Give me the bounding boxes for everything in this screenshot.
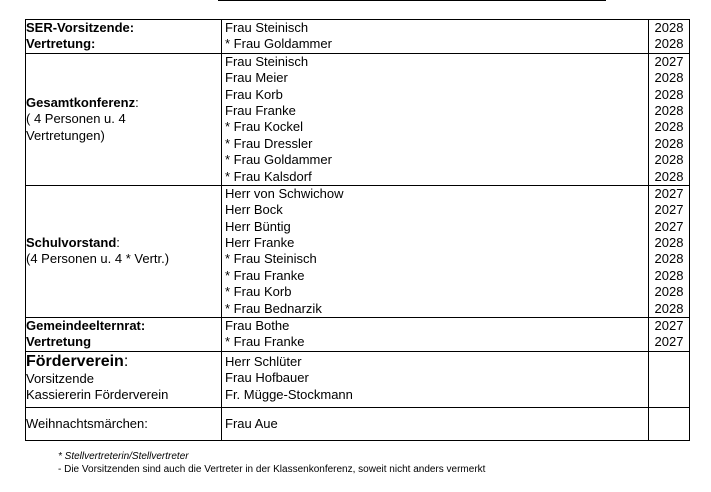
term-year: 2028 bbox=[654, 36, 684, 52]
members-cell bbox=[222, 351, 649, 407]
term-year: 2028 bbox=[654, 20, 684, 35]
member-name: * Frau Franke bbox=[225, 267, 305, 283]
label-line: Vertretung: bbox=[26, 36, 96, 52]
member-name: * Frau Goldammer bbox=[225, 152, 332, 168]
committee-table bbox=[25, 19, 690, 441]
member-name: * Frau Bednarzik bbox=[225, 300, 322, 316]
term-year: 2028 bbox=[654, 251, 684, 267]
table-row-schulvorstand bbox=[26, 185, 690, 317]
members-cell bbox=[222, 53, 649, 185]
member-name: Herr von Schwichow bbox=[225, 185, 344, 201]
term-year: 2027 bbox=[654, 334, 684, 350]
committee-label-cell bbox=[26, 351, 222, 407]
member-name: Fr. Mügge-Stockmann bbox=[225, 386, 353, 402]
member-name: Frau Meier bbox=[225, 70, 288, 86]
table-row-gesamtkonferenz bbox=[26, 53, 690, 185]
member-name: * Frau Dressler bbox=[225, 135, 313, 151]
member-name: Frau Steinisch bbox=[225, 20, 309, 35]
footnotes bbox=[58, 451, 485, 476]
term-year: 2028 bbox=[654, 267, 684, 283]
member-name: * Frau Goldammer bbox=[225, 36, 332, 52]
table-row-weihnachtsmaerchen bbox=[26, 407, 690, 440]
member-name: * Frau Steinisch bbox=[225, 251, 317, 267]
member-name: Herr Schlüter bbox=[225, 353, 302, 369]
member-name: Frau Bothe bbox=[225, 318, 290, 334]
label-line: ( 4 Personen u. 4 bbox=[26, 111, 126, 127]
committee-label-cell bbox=[26, 185, 222, 317]
footnote-deputy: * Stellvertreterin/Stellvertreter bbox=[58, 451, 189, 462]
term-year: 2027 bbox=[654, 185, 684, 201]
member-name: Frau Steinisch bbox=[225, 53, 309, 69]
term-year: 2028 bbox=[654, 86, 684, 102]
term-year: 2028 bbox=[654, 300, 684, 316]
years-cell bbox=[649, 351, 690, 407]
table-row-foerderverein bbox=[26, 351, 690, 407]
label-colon: : bbox=[135, 94, 139, 110]
committee-title: Schulvorstand bbox=[26, 235, 117, 251]
years-cell bbox=[649, 318, 690, 352]
committee-title: Förderverein bbox=[26, 352, 124, 370]
term-year: 2027 bbox=[654, 318, 684, 334]
years-cell bbox=[649, 407, 690, 440]
members-cell bbox=[222, 185, 649, 317]
term-year: 2028 bbox=[654, 152, 684, 168]
label-colon: : bbox=[123, 352, 129, 370]
member-name: Herr Franke bbox=[225, 235, 295, 251]
member-name: Herr Büntig bbox=[225, 218, 291, 234]
label-line: Weihnachtsmärchen: bbox=[26, 415, 148, 431]
table-row-ser bbox=[26, 20, 690, 54]
term-year: 2028 bbox=[654, 284, 684, 300]
member-name: * Frau Kockel bbox=[225, 119, 304, 135]
member-name: Frau Aue bbox=[225, 415, 278, 431]
label-line: (4 Personen u. 4 * Vertr.) bbox=[26, 251, 170, 267]
term-year: 2028 bbox=[654, 168, 684, 184]
committee-label-cell bbox=[26, 318, 222, 352]
table-row-gemeindeelternrat bbox=[26, 318, 690, 352]
years-cell bbox=[649, 185, 690, 317]
term-year: 2027 bbox=[654, 218, 684, 234]
member-name: * Frau Korb bbox=[225, 284, 292, 300]
term-year: 2028 bbox=[654, 135, 684, 151]
label-line: Kassiererin Förderverein bbox=[26, 387, 169, 403]
committee-label-cell bbox=[26, 20, 222, 54]
member-name: Frau Franke bbox=[225, 102, 296, 118]
member-name: Frau Hofbauer bbox=[225, 370, 309, 386]
members-cell bbox=[222, 318, 649, 352]
label-line: Vertretung bbox=[26, 334, 92, 350]
label-colon: : bbox=[116, 235, 120, 251]
term-year: 2028 bbox=[654, 119, 684, 135]
label-line: Vorsitzende bbox=[26, 370, 94, 386]
label-title-line bbox=[26, 235, 221, 251]
member-name: * Frau Kalsdorf bbox=[225, 168, 312, 184]
members-cell bbox=[222, 20, 649, 54]
top-rule bbox=[218, 0, 606, 1]
label-line: Gemeindeelternrat: bbox=[26, 318, 146, 334]
footnote-chairs: - Die Vorsitzenden sind auch die Vertreter in der Klassenkonferenz, soweit nicht anders vermerkt bbox=[58, 463, 486, 475]
term-year: 2027 bbox=[654, 53, 684, 69]
committee-label-cell bbox=[26, 53, 222, 185]
member-name: Herr Bock bbox=[225, 202, 283, 218]
member-name: Frau Korb bbox=[225, 86, 283, 102]
member-name: * Frau Franke bbox=[225, 334, 305, 350]
label-title-line bbox=[26, 352, 221, 371]
term-year: 2027 bbox=[654, 202, 684, 218]
years-cell bbox=[649, 53, 690, 185]
committee-title: Gesamtkonferenz bbox=[26, 94, 136, 110]
term-year: 2028 bbox=[654, 235, 684, 251]
term-year: 2028 bbox=[654, 102, 684, 118]
members-cell bbox=[222, 407, 649, 440]
label-title-line bbox=[26, 95, 221, 111]
label-line: Vertretungen) bbox=[26, 127, 105, 143]
label-line: SER-Vorsitzende: bbox=[26, 20, 135, 35]
term-year: 2028 bbox=[654, 70, 684, 86]
years-cell bbox=[649, 20, 690, 54]
committee-label-cell bbox=[26, 407, 222, 440]
